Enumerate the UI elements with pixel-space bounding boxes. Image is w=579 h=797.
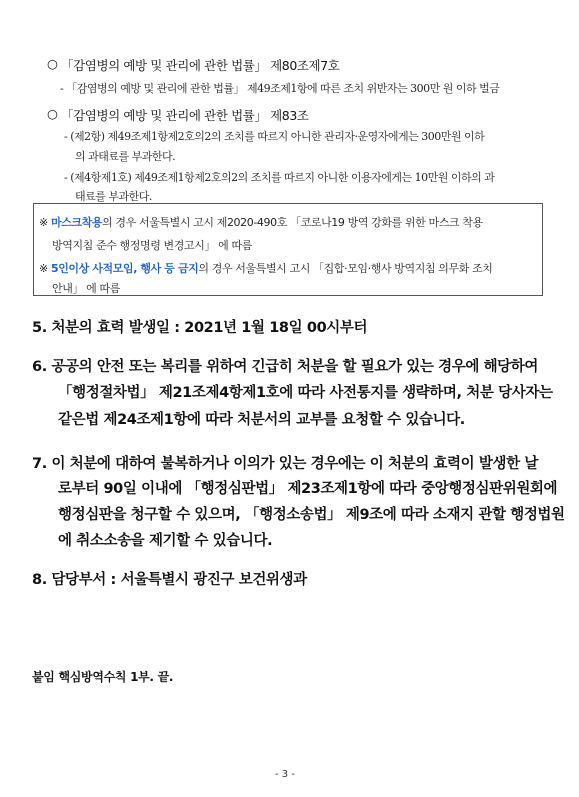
item-5-effective-date: 5. 처분의 효력 발생일 : 2021년 1월 18일 00시부터 <box>32 320 368 336</box>
law-section-2-heading: 「감염병의 예방 및 관리에 관한 법률」 제83조 <box>61 108 309 123</box>
item-7-line: 에 취소소송을 제기할 수 있습니다. <box>58 533 273 549</box>
notice-text: 의 경우 서울특별시 고시 제2020-490호 「코로나19 방역 강화를 위한 마스크 착용 <box>102 216 483 229</box>
notice-mark: ※ <box>39 262 48 275</box>
law-section-2-line: 의 과태료를 부과한다. <box>75 150 176 163</box>
notice-text: 의 경우 서울특별시 고시 「집합·모임·행사 방역지침 의무화 조치 <box>198 262 493 275</box>
item-6-line: 「행정절차법」 제21조제4항제1호에 따라 사전통지를 생략하며, 처분 당사자는 <box>58 385 553 401</box>
law-section-1-heading: 「감염병의 예방 및 관리에 관한 법률」 제80조제7호 <box>61 58 340 73</box>
law-section-2-line: 태료를 부과한다. <box>75 190 152 203</box>
item-7-line: 행정심판을 청구할 수 있으며, 「행정소송법」 제9조에 따라 소재지 관할 행정법원 <box>58 507 565 523</box>
item-7-line: 7. 이 처분에 대하여 불복하거나 이의가 있는 경우에는 이 처분의 효력이 발생한 날 <box>32 456 538 472</box>
notice-item-gathering <box>39 260 493 276</box>
law-section-2-line: - (제2항) 제49조제1항제2호의2의 조치를 따르지 아니한 관리자·운영자에게는 300만원 이하 <box>64 130 485 143</box>
notice-highlight-mask: 마스크착용 <box>50 216 103 229</box>
law-section-1-bullet: ○ <box>47 56 58 71</box>
item-6-line: 같은법 제24조제1항에 따라 처분서의 교부를 요청할 수 있습니다. <box>58 412 465 428</box>
notice-mark: ※ <box>39 216 48 229</box>
item-7-line: 로부터 90일 이내에 「행정심판법」 제23조제1항에 따라 중앙행정심판위원회에 <box>58 481 558 497</box>
law-section-2-line: - (제4항제1호) 제49조제1항제2호의2의 조치를 따르지 아니한 이용자에게는 10만원 이하의 과 <box>64 171 495 184</box>
law-section-1-line: - 「감염병의 예방 및 관리에 관한 법률」 제49조제1항에 따른 조치 위반자는 300만 원 이하 벌금 <box>60 82 500 95</box>
attachment-line: 붙임 핵심방역수칙 1부. 끝. <box>32 670 174 684</box>
item-6-line: 6. 공공의 안전 또는 복리를 위하여 긴급히 처분을 할 필요가 있는 경우에 해당하여 <box>32 359 538 375</box>
item-8-department: 8. 담당부서 : 서울특별시 광진구 보건위생과 <box>32 572 307 588</box>
law-section-2-bullet: ○ <box>47 106 58 121</box>
page-number: - 3 - <box>275 769 295 780</box>
notice-highlight-gathering: 5인이상 사적모임, 행사 등 금지 <box>50 262 199 275</box>
notice-item-mask <box>39 214 483 230</box>
notice-text-continued: 방역지침 준수 행정명령 변경고시」 에 따름 <box>52 239 252 252</box>
notice-text-continued: 안내」 에 따름 <box>52 282 120 295</box>
